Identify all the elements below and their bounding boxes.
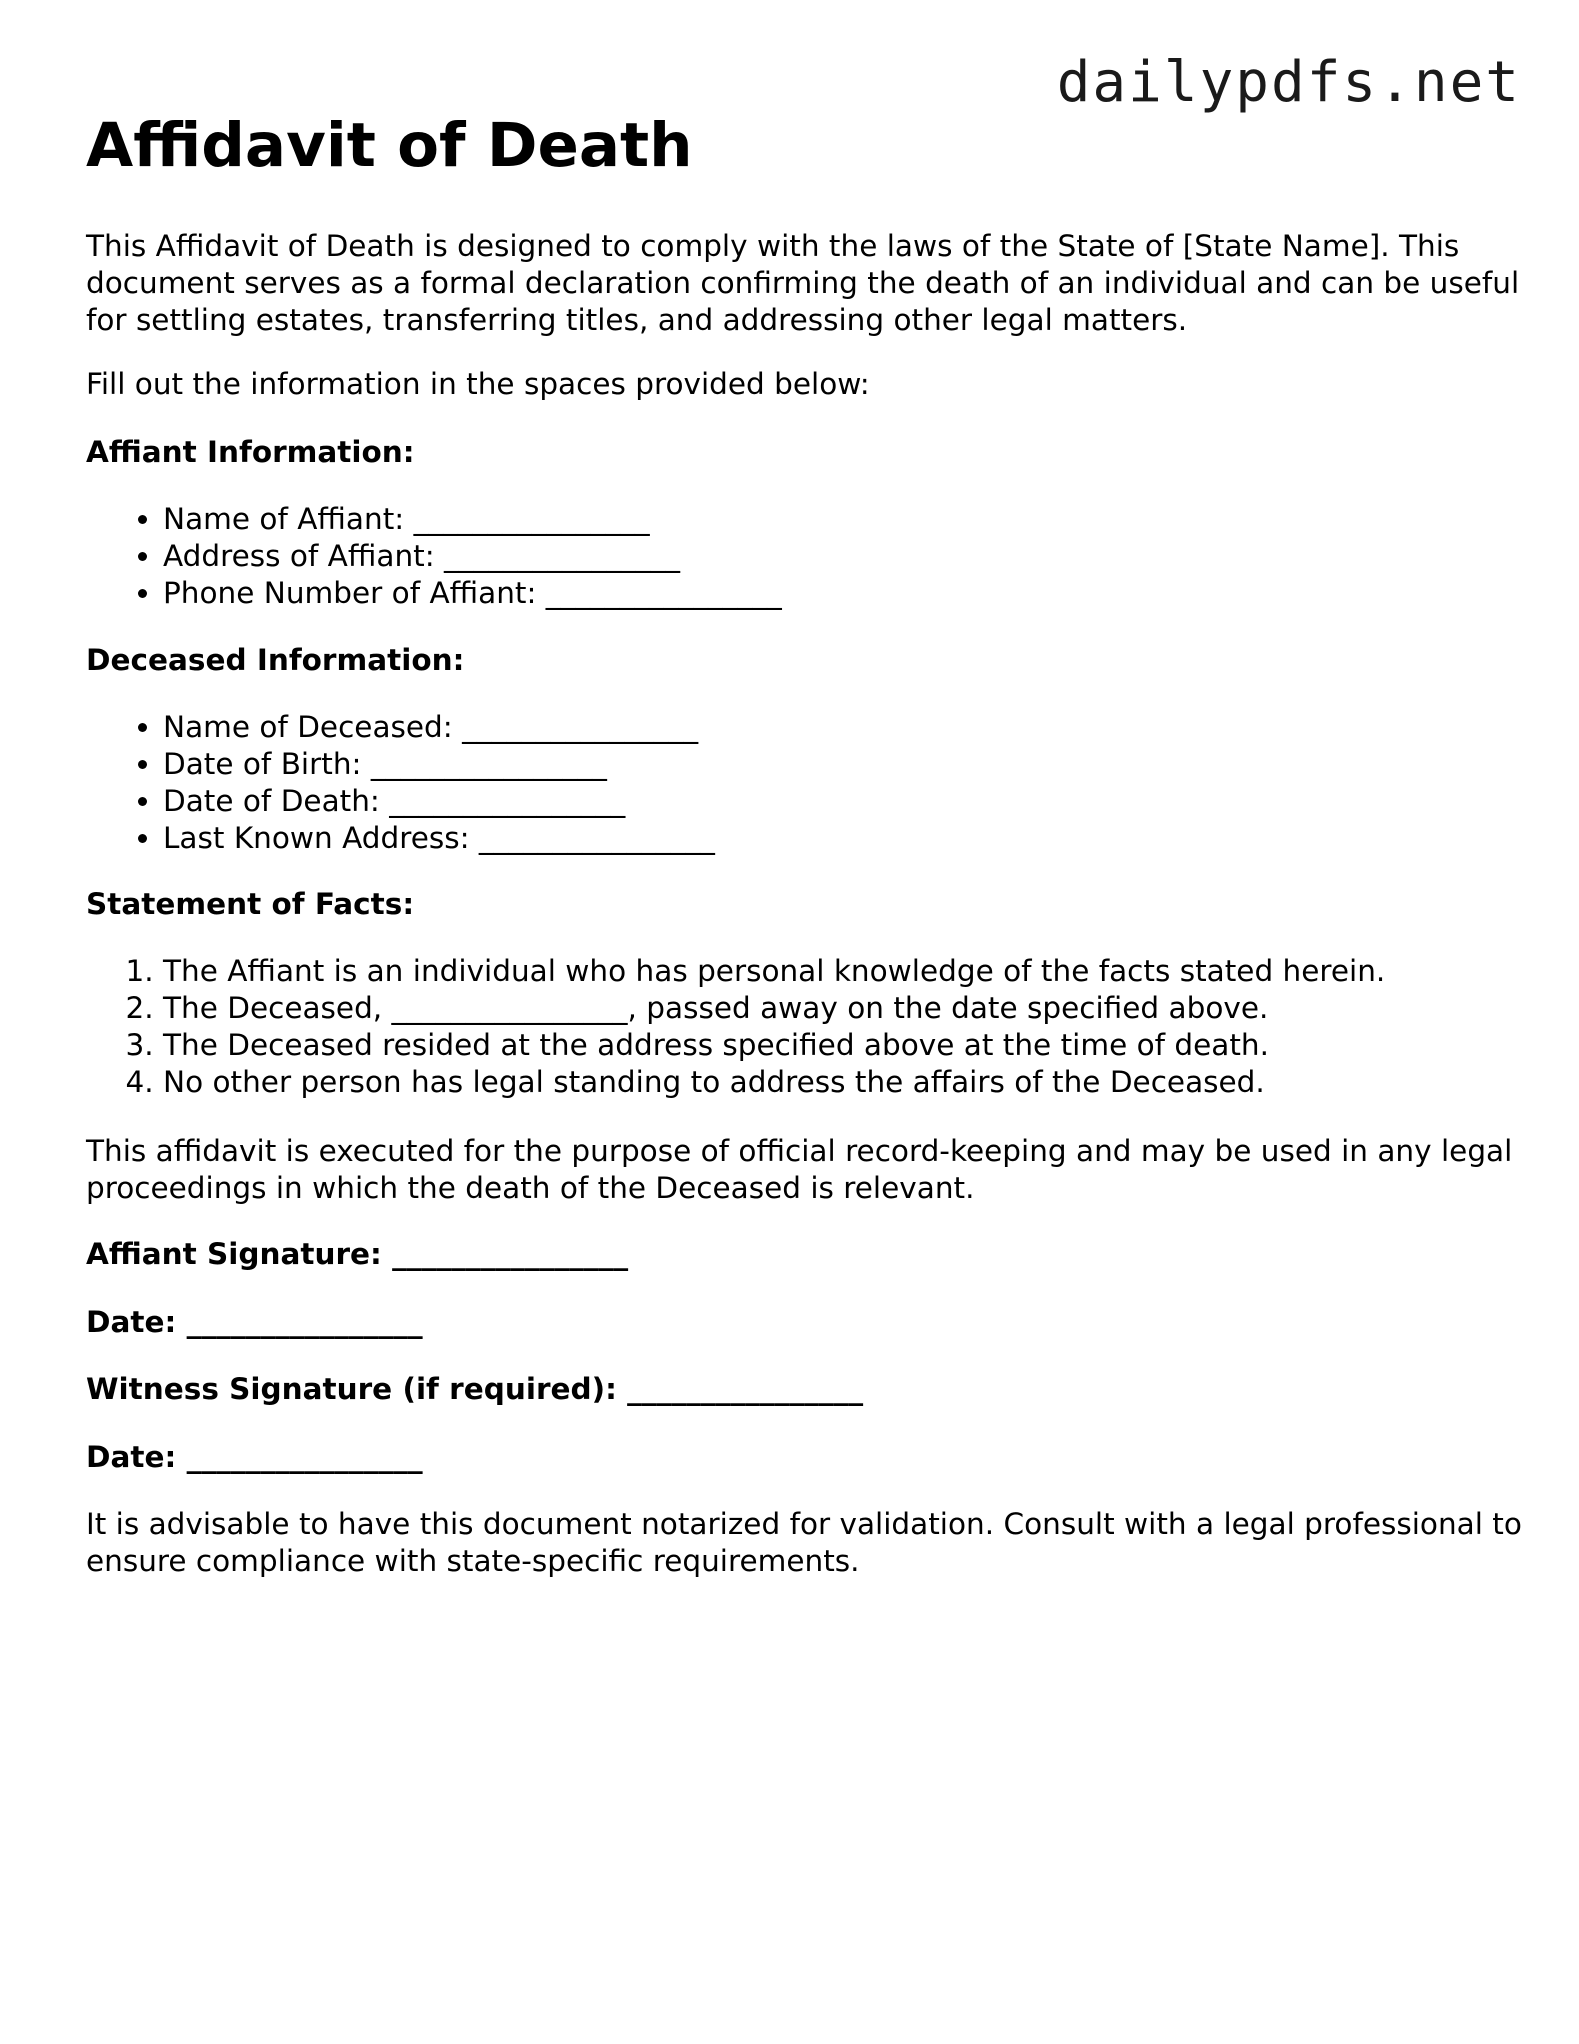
purpose-paragraph: This affidavit is executed for the purpose of official record-keeping and may be used in any legal proceedings in which the death of the Deceased is relevant. (86, 1134, 1513, 1205)
affiant-section-heading: Affiant Information: (86, 435, 415, 469)
affiant-signature-line: Affiant Signature: ________________ (86, 1237, 629, 1271)
list-item: 2. The Deceased, ________________, passed away on the date specified above. (163, 990, 1579, 1027)
list-item: • Address of Affiant: ________________ (163, 538, 1579, 575)
instructions-paragraph: Fill out the information in the spaces provided below: (86, 367, 870, 401)
intro-paragraph: This Affidavit of Death is designed to comply with the laws of the State of [State Name]. This document serves as a formal declaration confirming the death of an individual and can be useful for settling estates, transferring titles, and addressing other legal matters. (86, 229, 1520, 337)
list-item: • Name of Deceased: ________________ (163, 709, 1579, 746)
list-item: 1. The Affiant is an individual who has personal knowledge of the facts stated herein. (163, 953, 1579, 990)
deceased-section-heading: Deceased Information: (86, 643, 465, 677)
witness-signature-line: Witness Signature (if required): ________________ (86, 1372, 864, 1406)
document-title: Affidavit of Death (86, 110, 693, 181)
list-item: • Date of Death: ________________ (163, 783, 1579, 820)
watermark: dailypdfs.net (1056, 50, 1521, 115)
list-item: 4. No other person has legal standing to address the affairs of the Deceased. (163, 1064, 1579, 1101)
list-item: • Date of Birth: ________________ (163, 746, 1579, 783)
facts-list (86, 953, 1579, 1101)
affiant-list (86, 501, 1579, 612)
facts-section-heading: Statement of Facts: (86, 887, 415, 921)
list-item: • Phone Number of Affiant: ________________ (163, 575, 1579, 612)
witness-date-line: Date: ________________ (86, 1440, 423, 1474)
list-item: 3. The Deceased resided at the address specified above at the time of death. (163, 1027, 1579, 1064)
affiant-date-line: Date: ________________ (86, 1305, 423, 1339)
list-item: • Last Known Address: ________________ (163, 820, 1579, 857)
list-item: • Name of Affiant: ________________ (163, 501, 1579, 538)
closing-paragraph: It is advisable to have this document notarized for validation. Consult with a legal professional to ensure compliance with state-specific requirements. (86, 1507, 1522, 1578)
deceased-list (86, 709, 1579, 857)
